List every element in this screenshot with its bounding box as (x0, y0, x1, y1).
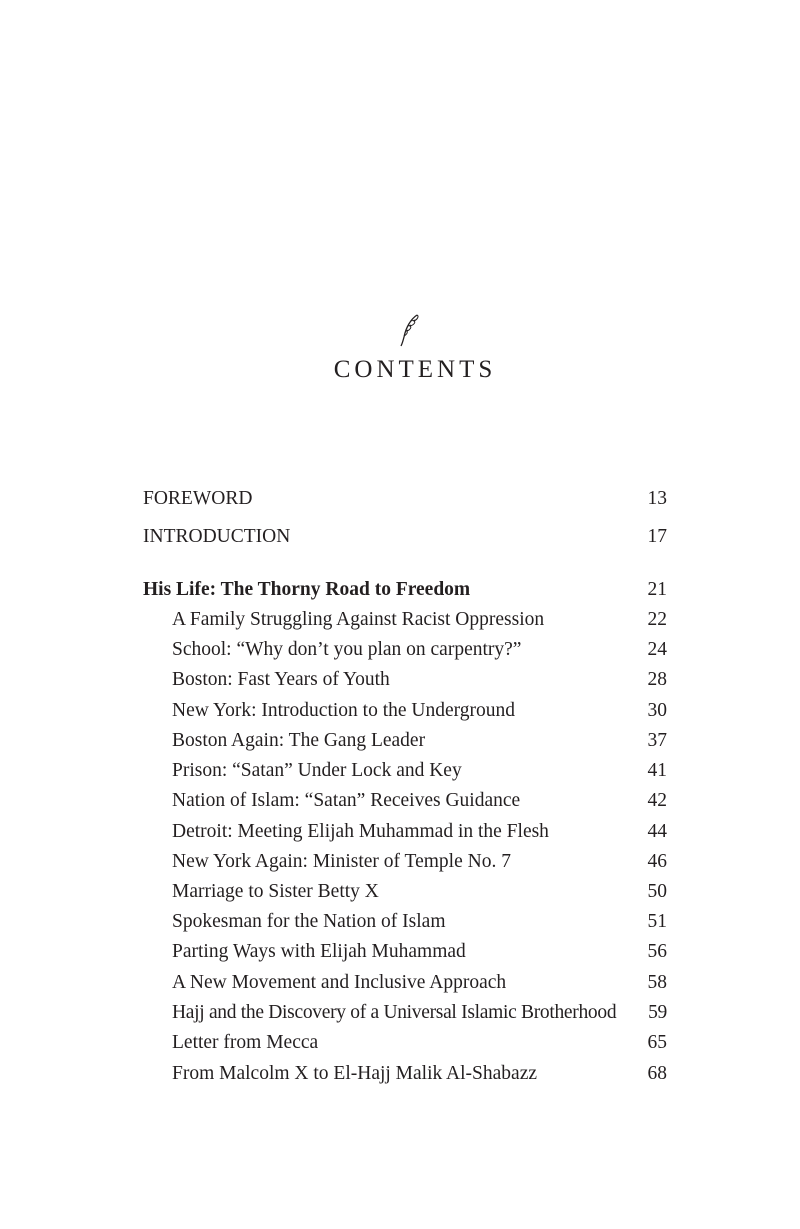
toc-subentry[interactable] (172, 1001, 667, 1025)
toc-subentry-title: Boston Again: The Gang Leader (172, 730, 426, 751)
toc-subentry-page: 37 (647, 730, 667, 751)
toc-section-page: 21 (647, 579, 667, 600)
toc-subentry[interactable] (172, 729, 667, 753)
toc-entry-page: 17 (647, 526, 667, 547)
toc-subentry-title: Letter from Mecca (172, 1032, 319, 1053)
contents-heading: CONTENTS (333, 356, 497, 383)
toc-entry-title: FOREWORD (143, 488, 253, 509)
toc-subentry[interactable] (172, 850, 667, 874)
toc-subentry[interactable] (172, 668, 667, 692)
toc-subentry-title: From Malcolm X to El-Hajj Malik Al-Shabazz (172, 1063, 538, 1084)
toc-subentry-page: 24 (647, 639, 667, 660)
toc-entry-title: INTRODUCTION (143, 526, 291, 547)
toc-subentry-title: A Family Struggling Against Racist Oppression (172, 609, 545, 630)
toc-entry-page: 13 (647, 488, 667, 509)
toc-subentry[interactable] (172, 608, 667, 632)
toc-section-his-life[interactable] (143, 578, 667, 602)
toc-subentry-page: 44 (647, 821, 667, 842)
toc-subentry[interactable] (172, 789, 667, 813)
toc-subentry-page: 41 (647, 760, 667, 781)
toc-subentry-title: Spokesman for the Nation of Islam (172, 911, 446, 932)
toc-subentry-title: Detroit: Meeting Elijah Muhammad in the Flesh (172, 821, 549, 842)
toc-subentry-title: Hajj and the Discovery of a Universal Islamic Brotherhood (172, 1002, 617, 1023)
toc-subentry-title: Marriage to Sister Betty X (172, 881, 379, 902)
toc-subentry[interactable] (172, 820, 667, 844)
toc-subentry-title: Boston: Fast Years of Youth (172, 669, 390, 690)
toc-subentry[interactable] (172, 699, 667, 723)
toc-subentry[interactable] (172, 971, 667, 995)
toc-subentry-page: 65 (647, 1032, 667, 1053)
toc-subentry-page: 50 (647, 881, 667, 902)
quill-pen-icon (397, 313, 423, 347)
toc-subentry-page: 58 (647, 972, 667, 993)
toc-subentry-title: New York: Introduction to the Underground (172, 700, 516, 721)
toc-section-title: His Life: The Thorny Road to Freedom (143, 579, 471, 600)
toc-subentry[interactable] (172, 880, 667, 904)
toc-subentry[interactable] (172, 1062, 667, 1086)
toc-subentry[interactable] (172, 638, 667, 662)
toc-subentry-page: 22 (647, 609, 667, 630)
toc-subentry-page: 30 (647, 700, 667, 721)
toc-subentry-title: Nation of Islam: “Satan” Receives Guidance (172, 790, 521, 811)
toc-subentry-title: School: “Why don’t you plan on carpentry?” (172, 639, 522, 660)
toc-subentry-page: 56 (647, 941, 667, 962)
toc-subentry-title: Prison: “Satan” Under Lock and Key (172, 760, 462, 781)
toc-subentry-page: 51 (647, 911, 667, 932)
toc-entry-foreword[interactable] (143, 487, 667, 511)
toc-subentry-page: 42 (647, 790, 667, 811)
toc-subentry-title: Parting Ways with Elijah Muhammad (172, 941, 466, 962)
toc-subentry-page: 68 (647, 1063, 667, 1084)
toc-subentry[interactable] (172, 940, 667, 964)
toc-subentry-title: A New Movement and Inclusive Approach (172, 972, 507, 993)
toc-subentry-page: 59 (648, 1002, 667, 1023)
toc-entry-introduction[interactable] (143, 525, 667, 549)
toc-subentry[interactable] (172, 1031, 667, 1055)
toc-subentry[interactable] (172, 759, 667, 783)
toc-subentry-title: New York Again: Minister of Temple No. 7 (172, 851, 511, 872)
toc-subentry[interactable] (172, 910, 667, 934)
toc-subentry-page: 46 (647, 851, 667, 872)
toc-subentry-page: 28 (647, 669, 667, 690)
